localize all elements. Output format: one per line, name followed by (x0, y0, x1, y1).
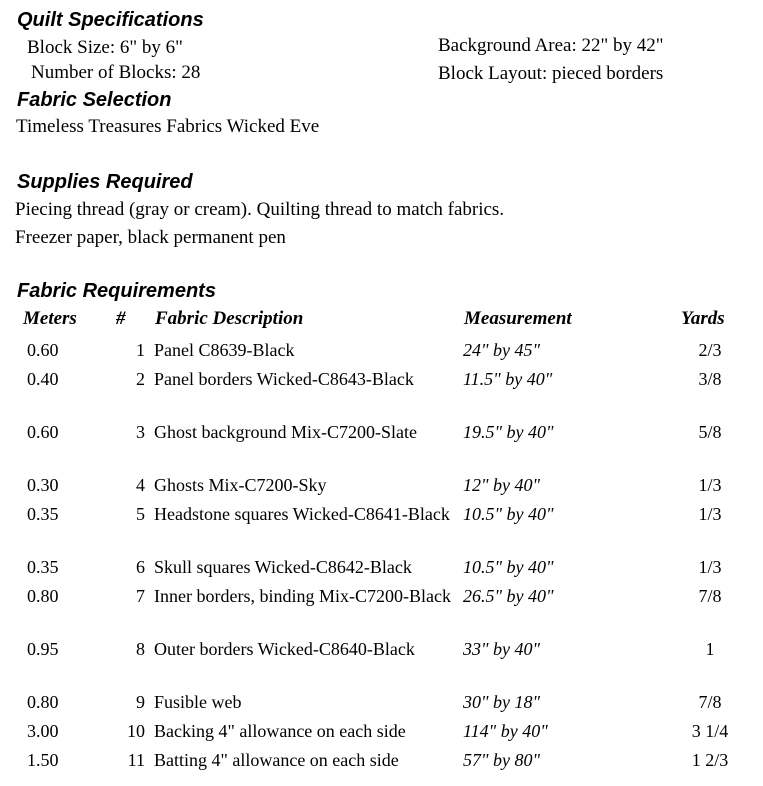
cell-measurement: 10.5" by 40" (463, 504, 554, 524)
column-header-description: Fabric Description (155, 308, 304, 329)
cell-number: 5 (136, 504, 145, 524)
cell-description: Skull squares Wicked-C8642-Black (154, 557, 412, 577)
column-header-measurement: Measurement (464, 308, 572, 329)
supplies-line-2: Freezer paper, black permanent pen (15, 227, 286, 248)
cell-measurement: 114" by 40" (463, 721, 548, 741)
cell-measurement: 30" by 18" (463, 692, 541, 712)
cell-meters: 0.80 (27, 586, 59, 606)
cell-number: 8 (136, 639, 145, 659)
cell-yards: 7/8 (698, 692, 722, 712)
cell-description: Fusible web (154, 692, 242, 712)
block-size: Block Size: 6" by 6" (27, 37, 183, 58)
cell-meters: 1.50 (27, 750, 59, 770)
cell-number: 2 (136, 369, 145, 389)
fabric-selection-heading: Fabric Selection (17, 89, 172, 111)
cell-meters: 0.35 (27, 557, 59, 577)
quilt-specifications-heading: Quilt Specifications (17, 9, 204, 31)
number-of-blocks: Number of Blocks: 28 (31, 62, 201, 83)
cell-measurement: 19.5" by 40" (463, 422, 554, 442)
cell-description: Batting 4" allowance on each side (154, 750, 399, 770)
cell-description: Backing 4" allowance on each side (154, 721, 406, 741)
cell-description: Headstone squares Wicked-C8641-Black (154, 504, 450, 524)
cell-yards: 2/3 (698, 340, 722, 360)
cell-description: Panel borders Wicked-C8643-Black (154, 369, 414, 389)
column-header-yards: Yards (681, 308, 725, 329)
cell-number: 11 (127, 750, 145, 770)
fabric-selection-text: Timeless Treasures Fabrics Wicked Eve (16, 116, 320, 137)
cell-measurement: 11.5" by 40" (463, 369, 553, 389)
cell-description: Inner borders, binding Mix-C7200-Black (154, 586, 451, 606)
cell-yards: 1/3 (698, 475, 722, 495)
fabric-requirements-heading: Fabric Requirements (17, 280, 216, 302)
cell-measurement: 57" by 80" (463, 750, 541, 770)
cell-description: Panel C8639-Black (154, 340, 295, 360)
column-header-number: # (116, 308, 126, 329)
supplies-required-heading: Supplies Required (17, 171, 193, 193)
cell-yards: 7/8 (698, 586, 722, 606)
cell-measurement: 24" by 45" (463, 340, 541, 360)
cell-number: 10 (127, 721, 145, 741)
cell-measurement: 26.5" by 40" (463, 586, 554, 606)
cell-description: Ghost background Mix-C7200-Slate (154, 422, 417, 442)
cell-yards: 5/8 (698, 422, 722, 442)
cell-meters: 0.35 (27, 504, 59, 524)
cell-number: 4 (136, 475, 145, 495)
cell-meters: 0.60 (27, 422, 59, 442)
cell-number: 1 (136, 340, 145, 360)
supplies-line-1: Piecing thread (gray or cream). Quilting thread to match fabrics. (15, 199, 505, 220)
cell-meters: 0.95 (27, 639, 59, 659)
cell-meters: 0.80 (27, 692, 59, 712)
cell-description: Outer borders Wicked-C8640-Black (154, 639, 415, 659)
cell-number: 9 (136, 692, 145, 712)
cell-yards: 3 1/4 (691, 721, 729, 741)
cell-measurement: 33" by 40" (463, 639, 541, 659)
cell-yards: 1 (705, 639, 715, 659)
column-header-meters: Meters (23, 308, 77, 329)
cell-number: 3 (136, 422, 145, 442)
cell-yards: 1/3 (698, 504, 722, 524)
cell-yards: 3/8 (698, 369, 722, 389)
cell-meters: 3.00 (27, 721, 59, 741)
cell-meters: 0.60 (27, 340, 59, 360)
cell-yards: 1 2/3 (691, 750, 729, 770)
cell-meters: 0.30 (27, 475, 59, 495)
cell-meters: 0.40 (27, 369, 59, 389)
cell-number: 6 (136, 557, 145, 577)
cell-measurement: 12" by 40" (463, 475, 541, 495)
background-area: Background Area: 22" by 42" (438, 35, 664, 56)
block-layout: Block Layout: pieced borders (438, 63, 664, 84)
cell-yards: 1/3 (698, 557, 722, 577)
cell-measurement: 10.5" by 40" (463, 557, 554, 577)
cell-number: 7 (136, 586, 145, 606)
cell-description: Ghosts Mix-C7200-Sky (154, 475, 327, 495)
